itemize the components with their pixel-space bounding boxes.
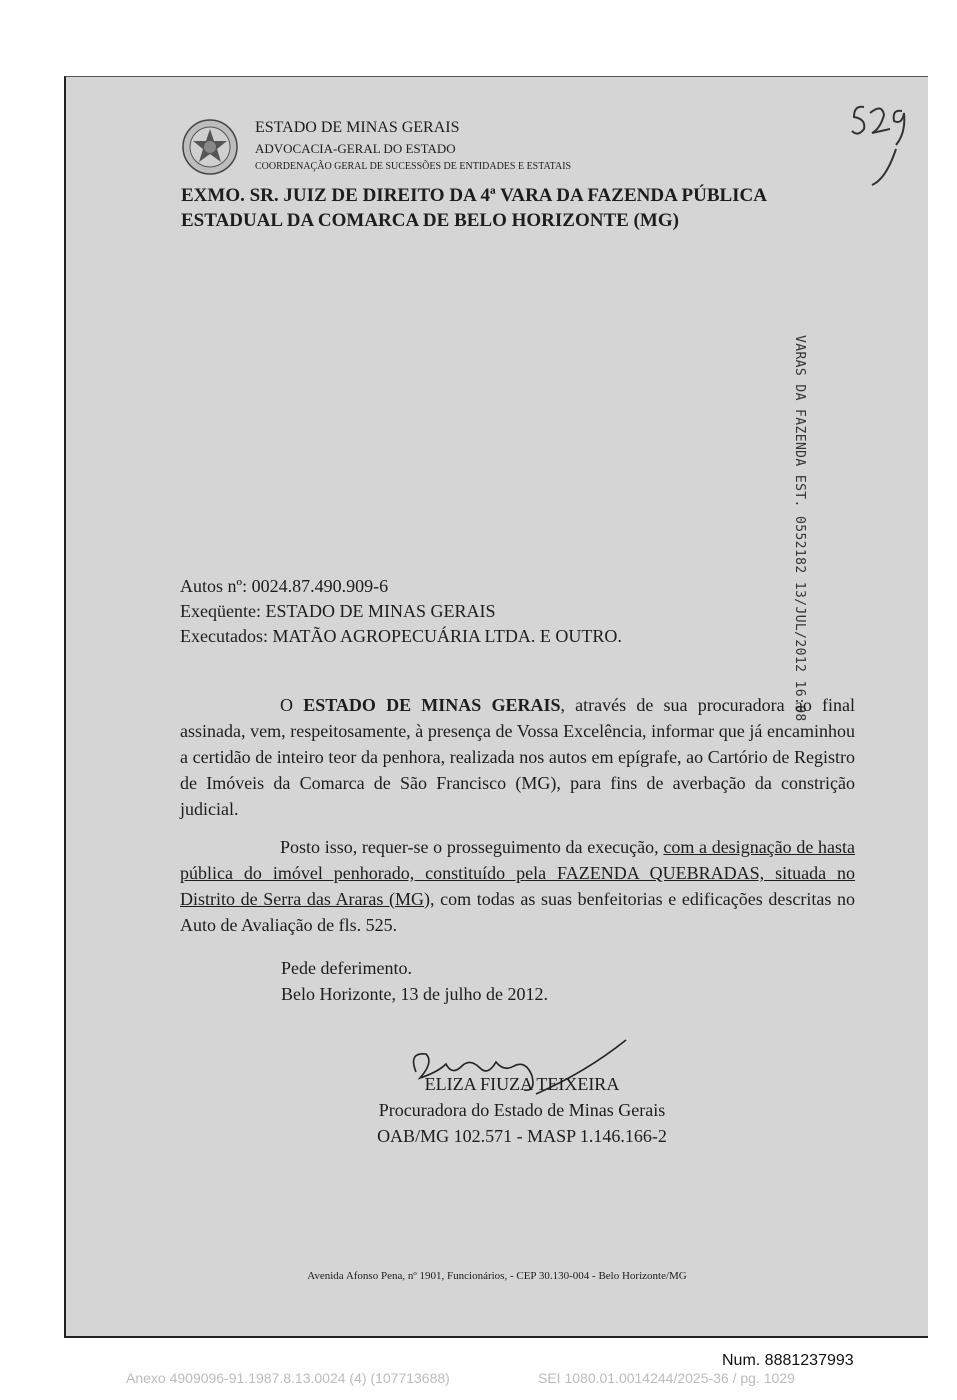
signer-registration: OAB/MG 102.571 - MASP 1.146.166-2 <box>377 1126 667 1146</box>
coat-of-arms-icon <box>181 118 239 176</box>
closing-request: Pede deferimento. <box>281 958 412 978</box>
header-agency: ADVOCACIA-GERAL DO ESTADO <box>255 141 456 156</box>
footer-address: Avenida Afonso Pena, nº 1901, Funcionários, - CEP 30.130-004 - Belo Horizonte/MG <box>307 1270 687 1282</box>
addressee <box>181 183 861 233</box>
case-plaintiff: Exeqüente: ESTADO DE MINAS GERAIS <box>180 601 496 621</box>
closing-place-date: Belo Horizonte, 13 de julho de 2012. <box>281 984 548 1004</box>
signer-role: Procuradora do Estado de Minas Gerais <box>378 1100 666 1120</box>
case-defendants: Executados: MATÃO AGROPECUÁRIA LTDA. E OUTRO. <box>180 626 622 646</box>
signer-name: ELIZA FIUZA TEIXEIRA <box>424 1074 620 1094</box>
paragraph-1-rest: , através de sua procuradora ao final assinada, vem, respeitosamente, à presença de Vossa Excelência, informar que já encaminhou a certidão de inteiro teor da penhora, realizada nos autos em epígrafe, ao Cartório de Registro de Imóveis da Comarca de São Francisco (MG), para fins de averbação da constrição judicial. <box>180 695 855 819</box>
paragraph-2-lead: Posto isso, requer-se o prosseguimento da execução, <box>280 837 664 857</box>
sei-reference: SEI 1080.01.0014244/2025-36 / pg. 1029 <box>538 1370 795 1386</box>
header-state: ESTADO DE MINAS GERAIS <box>255 119 460 136</box>
protocol-stamp-text: VARAS DA FAZENDA EST. 0552182 13/JUL/2012 16:08 <box>792 335 807 722</box>
addressee-line-1: EXMO. SR. JUIZ DE DIREITO DA 4ª VARA DA FAZENDA PÚBLICA <box>181 185 768 206</box>
paragraph-1 <box>180 692 855 822</box>
document-number: Num. 8881237993 <box>722 1352 854 1369</box>
annex-reference: Anexo 4909096-91.1987.8.13.0024 (4) (107713688) <box>126 1370 450 1386</box>
paragraph-1-bold: ESTADO DE MINAS GERAIS <box>303 695 561 715</box>
signature-block <box>352 1071 692 1149</box>
closing <box>281 955 548 1007</box>
header-coordination: COORDENAÇÃO GERAL DE SUCESSÕES DE ENTIDADES E ESTATAIS <box>255 161 572 172</box>
paragraph-1-lead: O <box>280 695 304 715</box>
paragraph-2-rest: com todas as suas benfeitorias e edificações descritas no Auto de Avaliação de fls. 525. <box>180 889 855 935</box>
case-info <box>180 574 622 649</box>
scanned-page <box>64 76 928 1338</box>
paragraph-2 <box>180 834 855 938</box>
paragraph-2-underlined: com a designação de hasta pública do imóvel penhorado, constituído pela FAZENDA QUEBRADAS, situada no Distrito de Serra das Araras (MG), <box>180 837 855 909</box>
case-number: Autos nº: 0024.87.490.909-6 <box>180 576 389 596</box>
addressee-line-2: ESTADUAL DA COMARCA DE BELO HORIZONTE (MG) <box>181 210 679 231</box>
handwritten-page-number <box>846 89 916 189</box>
